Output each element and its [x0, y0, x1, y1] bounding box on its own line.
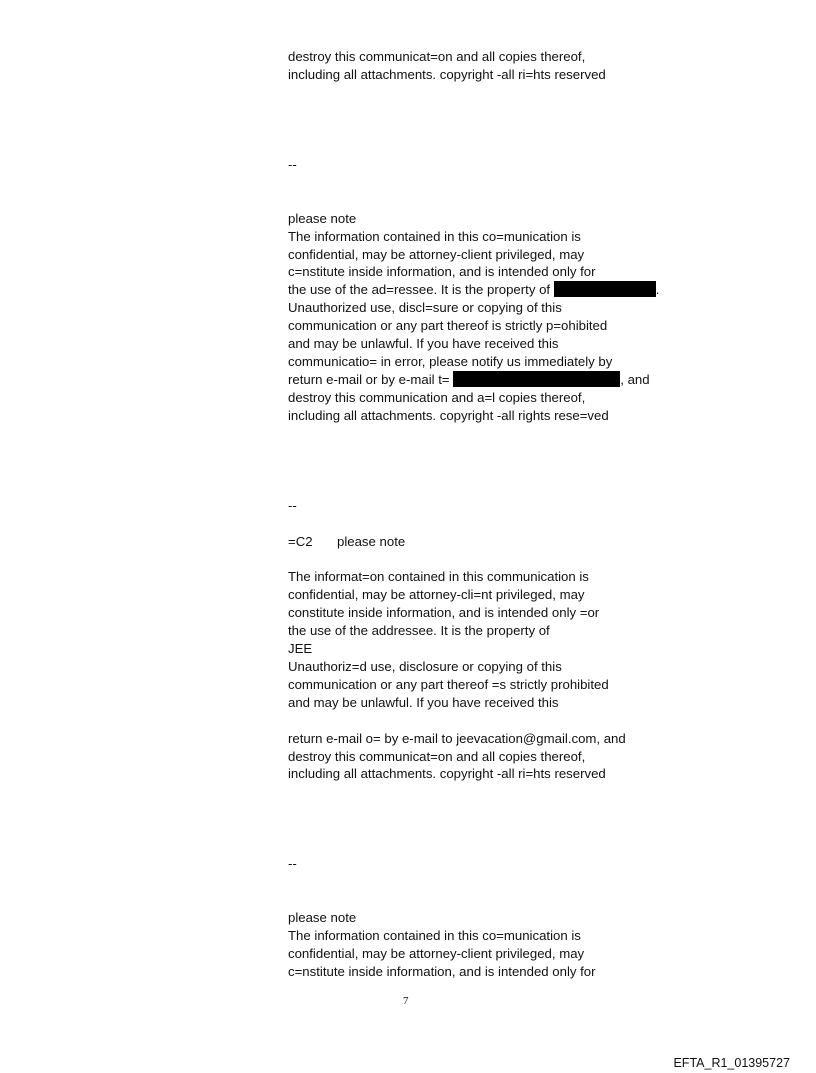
text-line: destroy this communication and a=l copies thereof,: [288, 389, 586, 405]
text-line: JEE: [288, 641, 313, 657]
text-line: destroy this communicat=on and all copies thereof,: [288, 748, 586, 764]
text-line: communicatio= in error, please notify us immediately by: [288, 353, 613, 369]
text-line: and may be unlawful. If you have received this: [288, 694, 559, 710]
page-number: 7: [403, 995, 409, 1007]
text-line: Unauthoriz=d use, disclosure or copying of this: [288, 658, 562, 674]
text-line: c=nstitute inside information, and is intended only for: [288, 264, 596, 280]
text-line: destroy this communicat=on and all copies thereof,: [288, 49, 586, 64]
email-body: [288, 48, 688, 981]
text-line: including all attachments. copyright -all ri=hts reserved: [288, 766, 606, 782]
text-line: return e-mail o= by e-mail to jeevacation@gmail.com, and: [288, 730, 626, 746]
text-fragment: return e-mail or by e-mail t=: [288, 371, 454, 387]
text-fragment: the use of the ad=ressee. It is the property of: [288, 282, 554, 298]
text-line: communication or any part thereof is strictly p=ohibited: [288, 318, 608, 334]
text-line: c=nstitute inside information, and is intended only for: [288, 964, 596, 979]
text-line: please note: [288, 210, 357, 226]
text-line: [288, 281, 688, 299]
separator: --: [288, 156, 297, 172]
text-line: confidential, may be attorney-client privileged, may: [288, 946, 585, 962]
text-line: The information contained in this co=munication is: [288, 228, 581, 244]
separator: --: [288, 856, 297, 872]
text-line: communication or any part thereof =s strictly prohibited: [288, 676, 609, 692]
text-line: [288, 533, 688, 551]
text-line: the use of the addressee. It is the property of: [288, 623, 550, 639]
separator: --: [288, 497, 297, 513]
text-line: including all attachments. copyright -all rights rese=ved: [288, 407, 609, 423]
text-line: confidential, may be attorney-cli=nt privileged, may: [288, 587, 585, 603]
text-line: [288, 371, 688, 389]
encoding-code: =C2: [288, 533, 313, 549]
redaction-block: [453, 371, 620, 387]
redaction-block: [554, 281, 656, 297]
text-line: and may be unlawful. If you have received this: [288, 336, 559, 352]
document-id: EFTA_R1_01395727: [673, 1056, 790, 1070]
text-line: please note: [288, 910, 357, 926]
text-line: confidential, may be attorney-client privileged, may: [288, 246, 585, 262]
text-line: constitute inside information, and is intended only =or: [288, 605, 600, 621]
heading-text: please note: [337, 533, 406, 549]
text-line: including all attachments. copyright -all ri=hts reserved: [288, 66, 606, 82]
text-line: Unauthorized use, discl=sure or copying of this: [288, 300, 562, 316]
text-line: The informat=on contained in this communication is: [288, 569, 589, 585]
text-line: The information contained in this co=munication is: [288, 928, 581, 944]
text-fragment: .: [655, 282, 660, 298]
text-fragment: , and: [620, 371, 650, 387]
